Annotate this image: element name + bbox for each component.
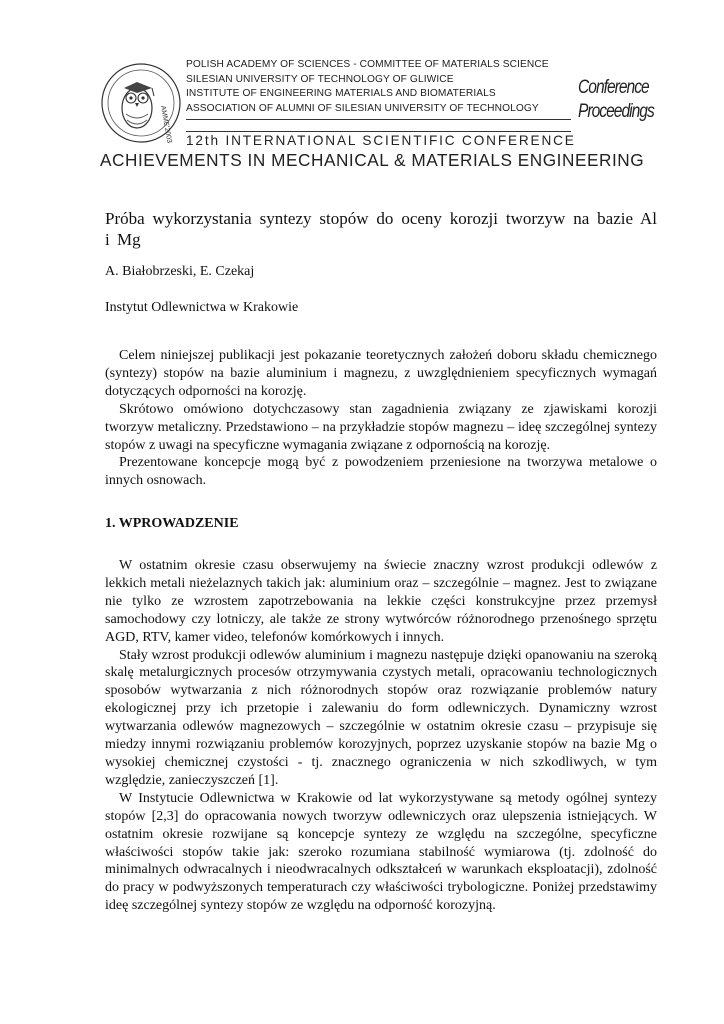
conference-header <box>100 58 660 170</box>
abstract-paragraph: Skrótowo omówiono dotychczasowy stan zagadnienia związany ze zjawiskami korozji tworzyw metaliczny. Przedstawiono – na przykładzie stopów magnezu – ideę szczególnej syntezy stopów z uwagi na specyficzne wymagania związane z odpornością na korozję. <box>105 401 657 453</box>
abstract-paragraph: Celem niniejszej publikacji jest pokazanie teoretycznych założeń doboru składu chemicznego (syntezy) stopów na bazie aluminium i magnezu, z uwzględnieniem specyficznych wymagań dotyczących odporności na korozję. <box>105 348 657 399</box>
org-line: ASSOCIATION OF ALUMNI OF SILESIAN UNIVERSITY OF TECHNOLOGY <box>186 102 539 114</box>
paper-affiliation: Instytut Odlewnictwa w Krakowie <box>105 300 299 315</box>
body-paragraph: W ostatnim okresie czasu obserwujemy na świecie znaczny wzrost produkcji odlewów z lekkich metali nieżelaznych takich jak: aluminium oraz – szczególnie – magnez. Jest to związane nie tylko ze wzrostem zapotrzebowania na lekkie części konstrukcyjne przez przemysł samochodowy czy lotniczy, ale także ze strony wytwórców różnorodnego przenośnego sprzętu AGD, RTV, kamer video, telefonów komórkowych i innych. <box>105 558 657 645</box>
conference-name: ACHIEVEMENTS IN MECHANICAL & MATERIALS ENGINEERING <box>100 150 645 170</box>
org-line: INSTITUTE OF ENGINEERING MATERIALS AND BIOMATERIALS <box>186 88 496 100</box>
body-paragraph: W Instytucie Odlewnictwa w Krakowie od lat wykorzystywane są metody ogólnej syntezy stopów [2,3] do opracowania nowych tworzyw odlewniczych oraz ulepszenia istniejących. W ostatnim okresie rozwijane są koncepcje syntezy ze względu na szczególne, specyficzne właściwości stopów takie jak: szeroko rozumiana stabilność wymiarowa (tj. zdolność do minimalnych odwracalnych i nieodwracalnych odkształceń w warunkach eksploatacji), zdolność do pracy w podwyższonych temperaturach czy właściwości trybologiczne. Poniżej przedstawimy ideę szczególnej syntezy stopów ze względu na odporność korozyjną. <box>105 790 657 914</box>
proceedings-word: Proceedings <box>578 101 654 122</box>
paper-authors: A. Białobrzeski, E. Czekaj <box>105 264 255 279</box>
logo-text: AMME'2003 <box>159 105 173 144</box>
paper-title: Próba wykorzystania syntezy stopów do oceny korozji tworzyw na bazie Al i Mg <box>105 209 657 249</box>
body-paragraph: Stały wzrost produkcji odlewów aluminium i magnezu następuje dzięki opanowaniu na szeroką skalę metalurgicznych procesów otrzymywania czystych metali, opracowaniu technologicznych sposobów wytwarzania z nich różnorodnych stopów oraz rozwiązanie problemów natury ekologicznej przy ich przetopie i zalewaniu do form odlewniczych. Dynamiczny wzrost wytwarzania odlewów magnezowych – szczególnie w ostatnim okresie czasu – przypisuje się miedzy innymi rozwiązaniu problemów korozyjnych, poprzez uzyskanie stopów na bazie Mg o wysokiej chemicznej czystości - tj. znacznego ograniczenia w nich szkodliwych, w tym względzie, zanieczyszczeń [1]. <box>105 647 657 788</box>
org-line: SILESIAN UNIVERSITY OF TECHNOLOGY OF GLIWICE <box>186 73 454 85</box>
abstract-paragraph: Prezentowane koncepcje mogą być z powodzeniem przeniesione na tworzywa metalowe o innych osnowach. <box>105 455 657 489</box>
conference-proceedings-label <box>578 76 654 124</box>
header-divider <box>186 119 571 120</box>
conference-word: Conference <box>578 77 649 98</box>
header-divider <box>186 131 571 132</box>
body-text <box>105 557 657 915</box>
abstract <box>105 347 657 490</box>
organization-list <box>186 58 576 116</box>
owl-logo-icon <box>100 62 182 144</box>
org-line: POLISH ACADEMY OF SCIENCES - COMMITTEE OF MATERIALS SCIENCE <box>186 59 549 70</box>
conference-edition: 12th INTERNATIONAL SCIENTIFIC CONFERENCE <box>186 133 576 148</box>
section-heading: 1. WPROWADZENIE <box>105 516 239 531</box>
